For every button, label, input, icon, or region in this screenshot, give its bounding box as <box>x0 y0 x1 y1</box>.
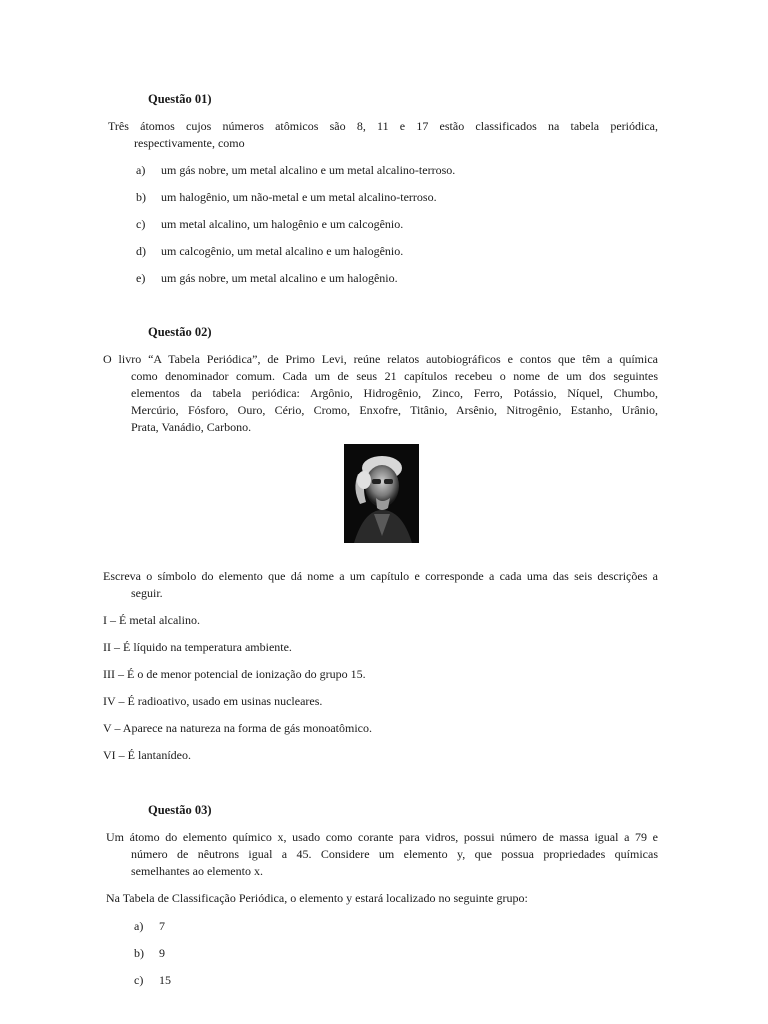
question-2-item-ii: II – É líquido na temperatura ambiente. <box>103 640 292 654</box>
option-text: um calcogênio, um metal alcalino e um halogênio. <box>161 244 404 258</box>
question-1-stem-line2: respectivamente, como <box>134 136 245 150</box>
question-1-title: Questão 01) <box>148 92 212 106</box>
option-label: b) <box>136 190 146 204</box>
question-2-item-vi: VI – É lantanídeo. <box>103 748 191 762</box>
question-1-option-c <box>136 216 403 232</box>
option-label: b) <box>134 946 144 960</box>
option-label: a) <box>134 919 144 933</box>
question-2-item-v: V – Aparece na natureza na forma de gás monoatômico. <box>103 721 373 735</box>
question-1-option-e <box>136 270 398 286</box>
question-3-title: Questão 03) <box>148 803 212 817</box>
question-2-line4: Mercúrio, Fósforo, Ouro, Cério, Cromo, Enxofre, Titânio, Arsênio, Nitrogênio, Estanho, Urânio, <box>131 403 658 417</box>
option-text: um halogênio, um não-metal e um metal alcalino-terroso. <box>161 190 437 204</box>
question-1-stem-line1: Três átomos cujos números atômicos são 8, 11 e 17 estão classificados na tabela periódica, <box>108 119 658 133</box>
question-1-option-a <box>136 162 455 178</box>
question-2-line3: elementos da tabela periódica: Argônio, Hidrogênio, Zinco, Ferro, Potássio, Níquel, Chumbo, <box>131 386 658 400</box>
portrait-image <box>344 444 419 543</box>
question-3-option-b <box>134 945 165 961</box>
question-3-option-c <box>134 972 171 988</box>
question-2-line5: Prata, Vanádio, Carbono. <box>131 420 252 434</box>
question-2-title: Questão 02) <box>148 325 212 339</box>
question-3-line2: número de nêutrons igual a 45. Considere um elemento y, que possua propriedades químicas <box>131 847 658 861</box>
option-text: 15 <box>159 973 171 987</box>
option-label: c) <box>134 973 144 987</box>
option-label: c) <box>136 217 146 231</box>
question-1-option-b <box>136 189 437 205</box>
option-label: e) <box>136 271 146 285</box>
question-3-line1: Um átomo do elemento químico x, usado como corante para vidros, possui número de massa igual a 79 e <box>106 830 658 844</box>
question-3-line3: semelhantes ao elemento x. <box>131 864 263 878</box>
question-3-prompt: Na Tabela de Classificação Periódica, o elemento y estará localizado no seguinte grupo: <box>106 891 528 905</box>
primo-levi-photo <box>344 444 419 543</box>
question-2-line1: O livro “A Tabela Periódica”, de Primo Levi, reúne relatos autobiográficos e contos que têm a química <box>103 352 658 366</box>
option-label: a) <box>136 163 146 177</box>
question-2-instruction-line2: seguir. <box>131 586 163 600</box>
option-text: um gás nobre, um metal alcalino e um halogênio. <box>161 271 398 285</box>
question-2-item-iii: III – É o de menor potencial de ionização do grupo 15. <box>103 667 366 681</box>
option-text: 9 <box>159 946 165 960</box>
option-text: 7 <box>159 919 165 933</box>
question-2-item-i: I – É metal alcalino. <box>103 613 200 627</box>
question-2-line2: como denominador comum. Cada um de seus 21 capítulos recebeu o nome de um dos seguintes <box>131 369 658 383</box>
question-2-item-iv: IV – É radioativo, usado em usinas nucleares. <box>103 694 323 708</box>
option-text: um gás nobre, um metal alcalino e um metal alcalino-terroso. <box>161 163 456 177</box>
question-3-option-a <box>134 918 165 934</box>
option-text: um metal alcalino, um halogênio e um calcogênio. <box>161 217 404 231</box>
question-1-option-d <box>136 243 403 259</box>
option-label: d) <box>136 244 146 258</box>
question-2-instruction-line1: Escreva o símbolo do elemento que dá nome a um capítulo e corresponde a cada uma das seis descrições a <box>103 569 658 583</box>
